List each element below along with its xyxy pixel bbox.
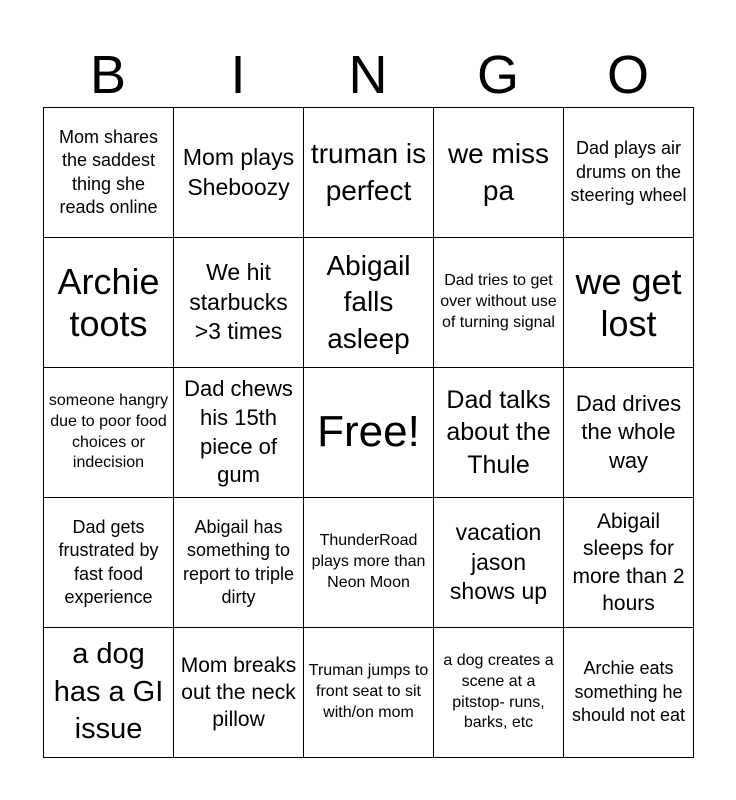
bingo-cell[interactable]: Abigail has something to report to triple dirty (174, 498, 304, 628)
grid-row-5 (44, 628, 694, 758)
bingo-cell[interactable]: Mom breaks out the neck pillow (174, 628, 304, 758)
bingo-cell[interactable]: Dad plays air drums on the steering wheel (564, 108, 694, 238)
bingo-cell[interactable]: Archie eats something he should not eat (564, 628, 694, 758)
bingo-cell[interactable]: Dad drives the whole way (564, 368, 694, 498)
bingo-cell[interactable]: someone hangry due to poor food choices or indecision (44, 368, 174, 498)
bingo-cell[interactable]: Dad talks about the Thule (434, 368, 564, 498)
bingo-cell[interactable]: we get lost (564, 238, 694, 368)
header-letter-n: N (348, 45, 388, 105)
bingo-cell[interactable]: Abigail falls asleep (304, 238, 434, 368)
bingo-cell[interactable]: truman is perfect (304, 108, 434, 238)
header-letter-o: O (606, 45, 649, 105)
header-letter-b: B (89, 45, 127, 105)
grid-row-4 (44, 498, 694, 628)
bingo-cell[interactable]: Mom plays Sheboozy (174, 108, 304, 238)
bingo-cell[interactable]: a dog creates a scene at a pitstop- runs, barks, etc (434, 628, 564, 758)
bingo-cell[interactable]: Mom shares the saddest thing she reads online (44, 108, 174, 238)
bingo-cell[interactable]: we miss pa (434, 108, 564, 238)
bingo-header (43, 44, 693, 106)
bingo-cell[interactable]: a dog has a GI issue (44, 628, 174, 758)
bingo-cell[interactable]: Abigail sleeps for more than 2 hours (564, 498, 694, 628)
bingo-cell[interactable]: Dad chews his 15th piece of gum (174, 368, 304, 498)
bingo-cell[interactable]: Truman jumps to front seat to sit with/on mom (304, 628, 434, 758)
bingo-cell[interactable]: ThunderRoad plays more than Neon Moon (304, 498, 434, 628)
bingo-cell[interactable]: vacation jason shows up (434, 498, 564, 628)
grid-row-2 (44, 238, 694, 368)
bingo-grid (43, 107, 694, 758)
bingo-cell[interactable]: We hit starbucks >3 times (174, 238, 304, 368)
header-letter-g: G (476, 45, 519, 105)
free-space[interactable]: Free! (304, 368, 434, 498)
bingo-cell[interactable]: Dad gets frustrated by fast food experience (44, 498, 174, 628)
grid-row-3 (44, 368, 694, 498)
header-letter-i: I (230, 45, 246, 105)
grid-row-1 (44, 108, 694, 238)
bingo-cell[interactable]: Dad tries to get over without use of turning signal (434, 238, 564, 368)
bingo-cell[interactable]: Archie toots (44, 238, 174, 368)
